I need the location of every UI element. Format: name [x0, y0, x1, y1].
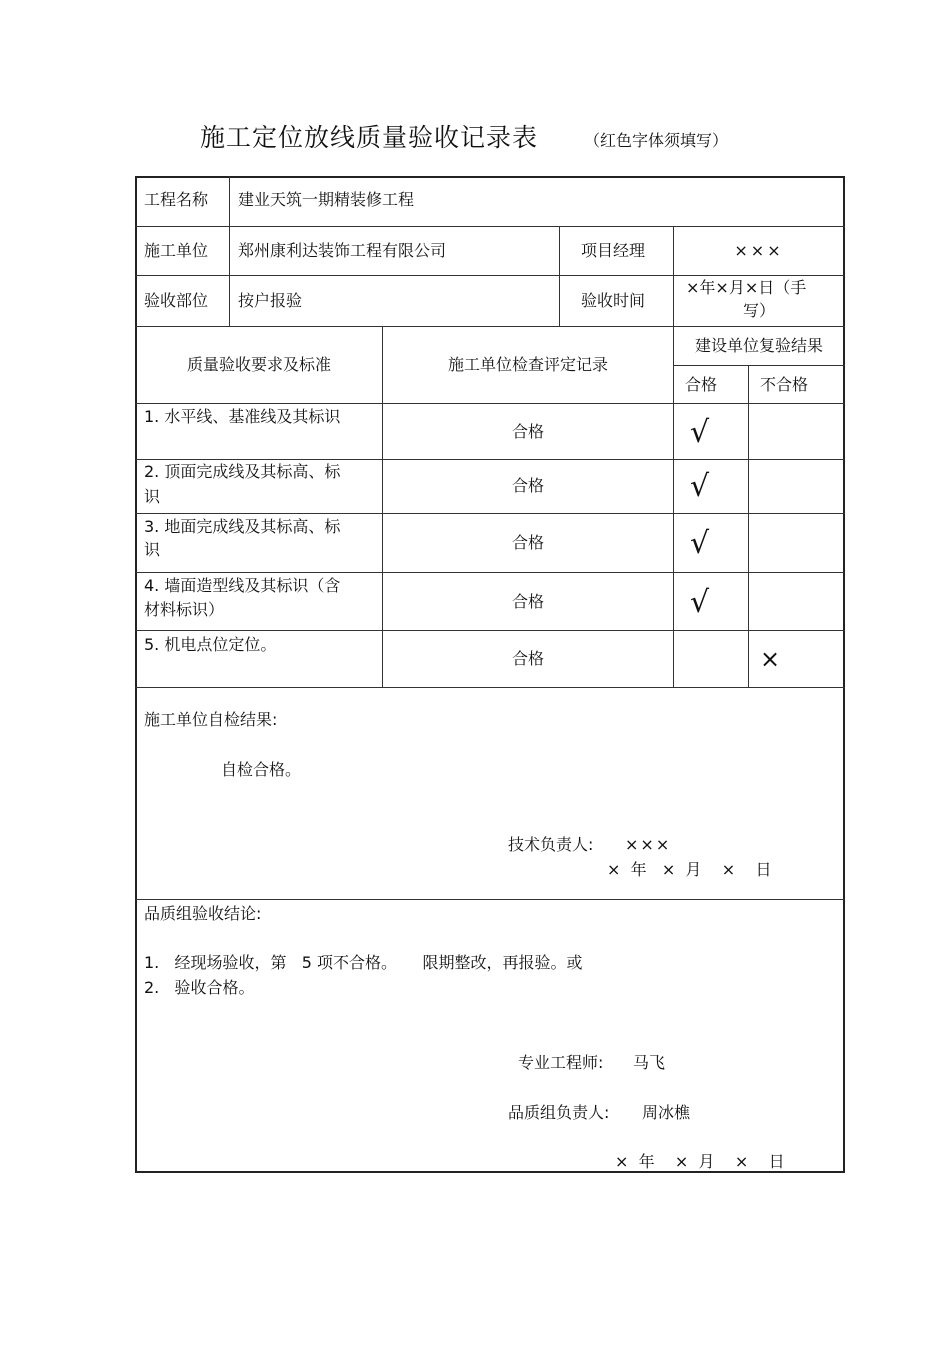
grid-line — [673, 226, 674, 687]
grid-line — [135, 326, 845, 327]
grid-line — [135, 687, 845, 688]
grid-line — [382, 326, 383, 687]
inspection-part-label: 验收部位 — [144, 291, 209, 310]
document-title: 施工定位放线质量验收记录表 — [200, 123, 539, 152]
conclusion-line-2: 2. 验收合格。 — [144, 978, 255, 997]
self-check-label: 施工单位自检结果: — [144, 710, 278, 729]
conclusion-date: × 年 × 月 × 日 — [615, 1152, 785, 1171]
pass-header: 合格 — [685, 375, 718, 394]
tech-lead-label: 技术负责人: — [508, 835, 594, 854]
item-3-standard-cont: 识 — [144, 540, 161, 559]
grid-line — [748, 365, 749, 687]
item-2-pass-check: √ — [690, 469, 710, 504]
contractor-label: 施工单位 — [144, 241, 209, 260]
item-3-record: 合格 — [511, 533, 544, 552]
item-5-record: 合格 — [511, 649, 544, 668]
record-header: 施工单位检查评定记录 — [447, 355, 608, 374]
item-4-standard-cont: 材料标识） — [144, 600, 225, 619]
inspection-part-value: 按户报验 — [238, 291, 303, 310]
fill-note: （红色字体须填写） — [584, 131, 729, 150]
grid-line — [135, 513, 845, 514]
manager-value: ××× — [734, 241, 784, 260]
fail-header: 不合格 — [760, 375, 809, 394]
item-3-standard: 3. 地面完成线及其标高、标 — [144, 517, 341, 536]
quality-leader-value: 周冰樵 — [642, 1103, 691, 1122]
item-3-pass-check: √ — [690, 526, 710, 561]
item-1-standard: 1. 水平线、基准线及其标识 — [144, 407, 341, 426]
item-2-record: 合格 — [511, 476, 544, 495]
item-4-standard: 4. 墙面造型线及其标识（含 — [144, 576, 341, 595]
conclusion-label: 品质组验收结论: — [144, 904, 262, 923]
manager-label: 项目经理 — [581, 241, 646, 260]
item-5-standard: 5. 机电点位定位。 — [144, 635, 277, 654]
self-check-result: 自检合格。 — [221, 760, 302, 779]
grid-line — [135, 630, 845, 631]
standard-header: 质量验收要求及标准 — [186, 355, 331, 374]
owner-result-header: 建设单位复验结果 — [694, 336, 823, 355]
conclusion-line-1: 1. 经现场验收，第 5 项不合格。 限期整改，再报验。或 — [144, 953, 583, 972]
grid-line — [559, 226, 560, 326]
item-2-standard-cont: 识 — [144, 487, 161, 506]
item-1-record: 合格 — [511, 422, 544, 441]
project-name-value: 建业天筑一期精装修工程 — [238, 190, 415, 209]
engineer-label: 专业工程师: — [518, 1053, 604, 1072]
grid-line — [135, 899, 845, 900]
inspection-time-line2: 写） — [742, 301, 775, 320]
grid-line — [135, 226, 845, 227]
engineer-value: 马飞 — [633, 1053, 666, 1072]
item-5-fail-mark: × — [760, 645, 781, 673]
grid-line — [135, 572, 845, 573]
quality-leader-label: 品质组负责人: — [508, 1103, 610, 1122]
inspection-time-label: 验收时间 — [581, 291, 646, 310]
grid-line — [229, 176, 230, 326]
grid-line — [673, 365, 845, 366]
item-2-standard: 2. 顶面完成线及其标高、标 — [144, 462, 341, 481]
item-4-pass-check: √ — [690, 585, 710, 620]
inspection-time-line1: ×年×月×日（手 — [686, 278, 807, 297]
tech-lead-value: ××× — [625, 835, 672, 854]
item-4-record: 合格 — [511, 592, 544, 611]
contractor-value: 郑州康利达装饰工程有限公司 — [238, 241, 447, 260]
self-check-date: × 年 × 月 × 日 — [607, 860, 772, 879]
grid-line — [135, 403, 845, 404]
project-name-label: 工程名称 — [144, 190, 209, 209]
item-1-pass-check: √ — [690, 415, 710, 450]
